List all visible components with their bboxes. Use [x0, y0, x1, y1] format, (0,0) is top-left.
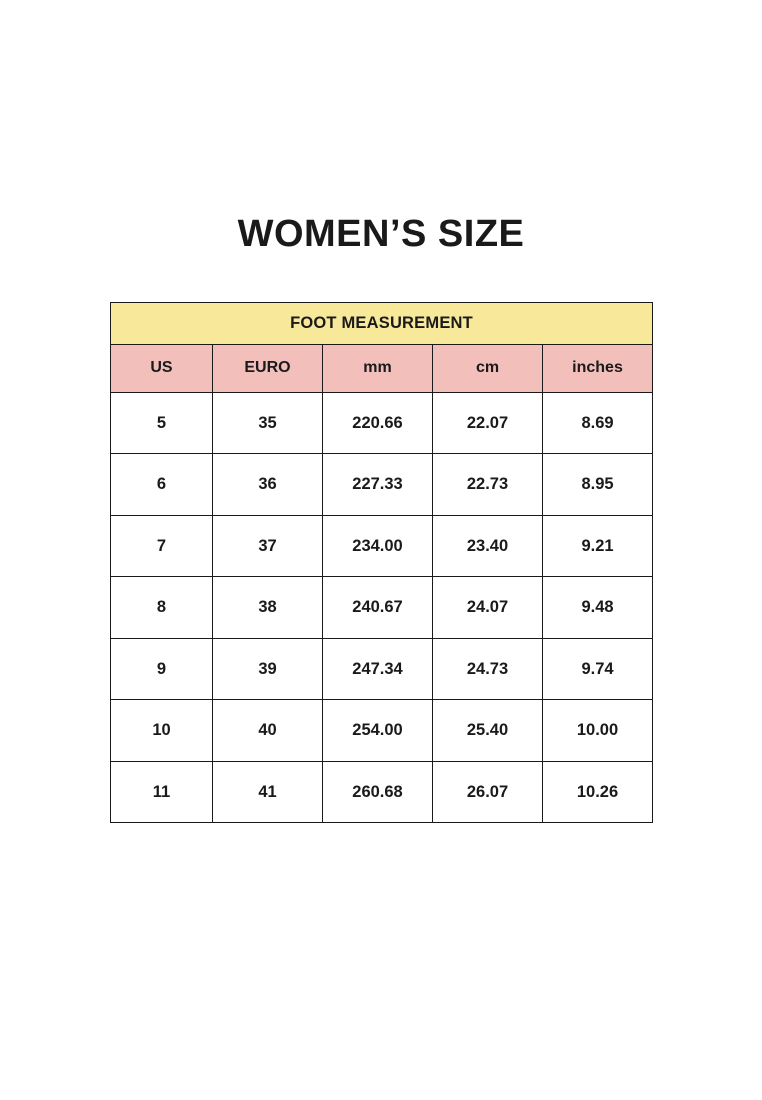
- cell-euro: 38: [213, 577, 323, 639]
- column-header-inches: inches: [543, 344, 653, 392]
- cell-inches: 8.95: [543, 454, 653, 516]
- table-row: [111, 515, 653, 577]
- table-row: [111, 454, 653, 516]
- page-title: WOMEN’S SIZE: [237, 213, 525, 255]
- size-table-wrapper: [110, 302, 652, 824]
- cell-mm: 220.66: [323, 392, 433, 454]
- table-row: [111, 392, 653, 454]
- cell-mm: 234.00: [323, 515, 433, 577]
- cell-us: 6: [111, 454, 213, 516]
- cell-us: 5: [111, 392, 213, 454]
- cell-us: 9: [111, 638, 213, 700]
- column-header-us: US: [111, 344, 213, 392]
- cell-us: 8: [111, 577, 213, 639]
- table-row: [111, 761, 653, 823]
- cell-us: 10: [111, 700, 213, 762]
- cell-euro: 37: [213, 515, 323, 577]
- table-row: [111, 638, 653, 700]
- cell-mm: 260.68: [323, 761, 433, 823]
- cell-cm: 22.07: [433, 392, 543, 454]
- column-header-cm: cm: [433, 344, 543, 392]
- cell-inches: 9.21: [543, 515, 653, 577]
- cell-mm: 247.34: [323, 638, 433, 700]
- table-row: [111, 700, 653, 762]
- cell-euro: 41: [213, 761, 323, 823]
- table-header-row: [111, 344, 653, 392]
- table-banner-row: [111, 302, 653, 344]
- cell-mm: 240.67: [323, 577, 433, 639]
- column-header-euro: EURO: [213, 344, 323, 392]
- cell-euro: 40: [213, 700, 323, 762]
- cell-inches: 8.69: [543, 392, 653, 454]
- cell-cm: 22.73: [433, 454, 543, 516]
- cell-mm: 254.00: [323, 700, 433, 762]
- cell-cm: 24.07: [433, 577, 543, 639]
- cell-mm: 227.33: [323, 454, 433, 516]
- column-header-mm: mm: [323, 344, 433, 392]
- cell-inches: 10.26: [543, 761, 653, 823]
- cell-cm: 26.07: [433, 761, 543, 823]
- cell-us: 11: [111, 761, 213, 823]
- cell-cm: 23.40: [433, 515, 543, 577]
- cell-inches: 9.48: [543, 577, 653, 639]
- foot-measurement-banner: FOOT MEASUREMENT: [111, 302, 653, 344]
- table-row: [111, 577, 653, 639]
- cell-cm: 25.40: [433, 700, 543, 762]
- cell-cm: 24.73: [433, 638, 543, 700]
- cell-euro: 39: [213, 638, 323, 700]
- cell-us: 7: [111, 515, 213, 577]
- cell-inches: 9.74: [543, 638, 653, 700]
- cell-euro: 36: [213, 454, 323, 516]
- cell-euro: 35: [213, 392, 323, 454]
- women-size-table: [110, 302, 653, 824]
- cell-inches: 10.00: [543, 700, 653, 762]
